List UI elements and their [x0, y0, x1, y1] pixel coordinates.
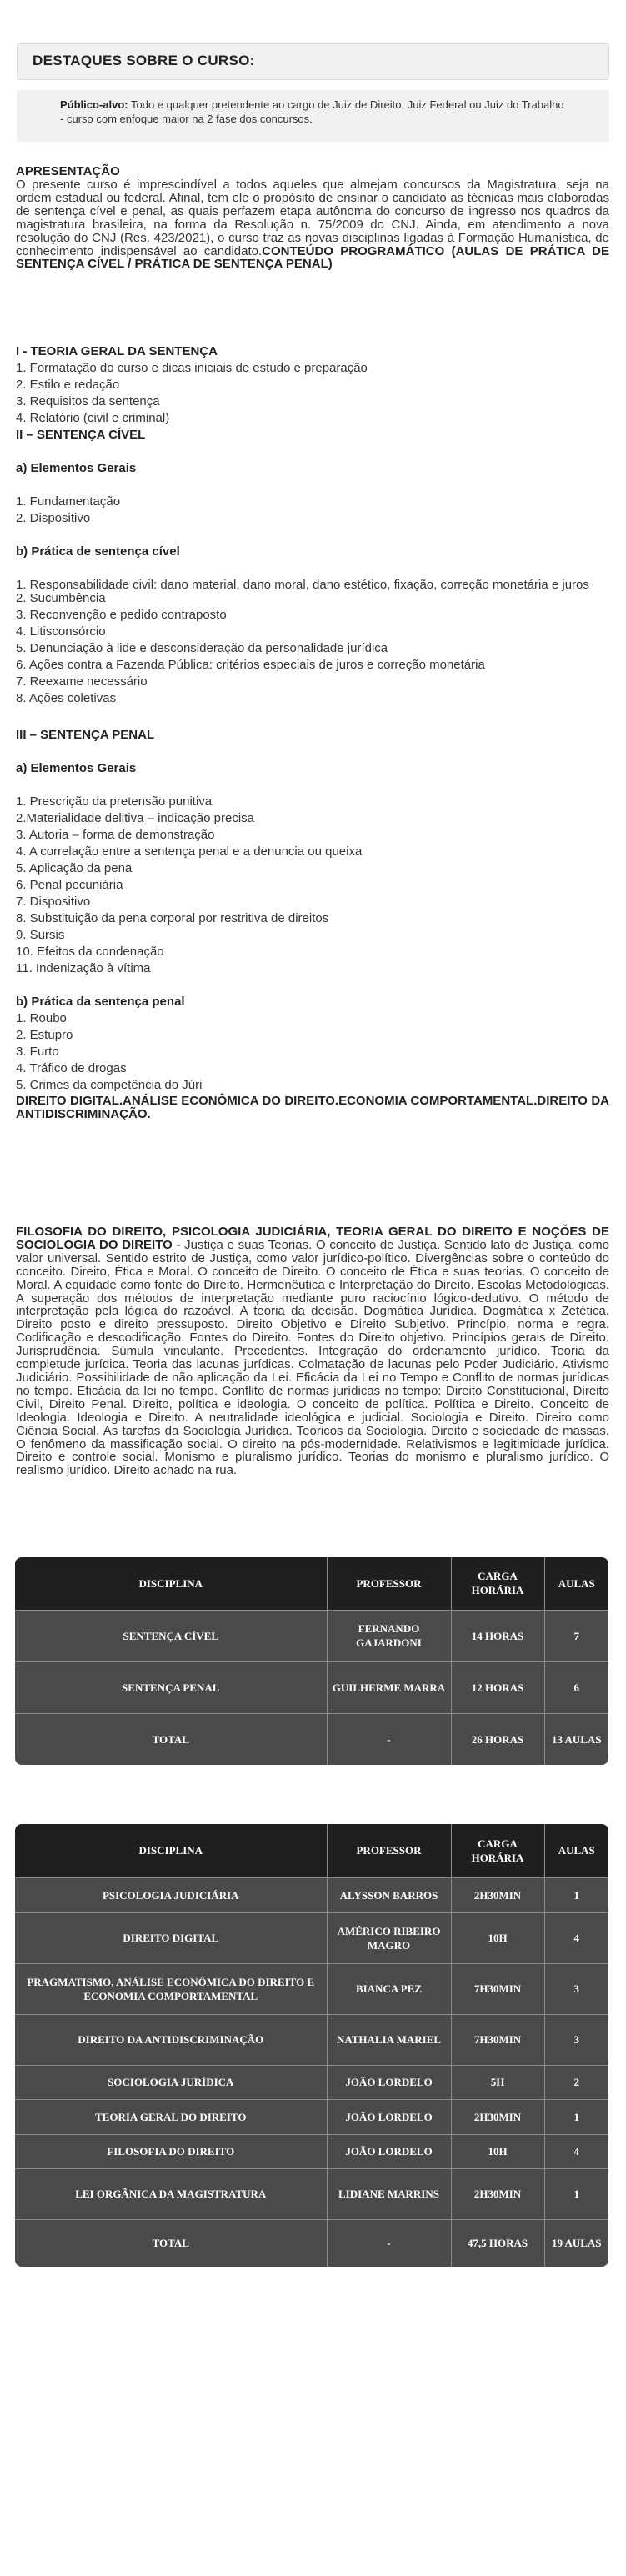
table-row	[15, 1912, 608, 1963]
list-item: 1. Responsabilidade civil: dano material, dano moral, dano estético, fixação, correção monetária e juros	[16, 578, 589, 592]
list-item: 1. Formatação do curso e dicas iniciais de estudo e preparação	[16, 361, 368, 375]
table-cell: 1	[544, 2099, 608, 2134]
table-cell: NATHALIA MARIEL	[327, 2014, 451, 2065]
philosophy-paragraph	[16, 1225, 609, 1477]
section-2-list-a	[16, 494, 609, 527]
column-header: DISCIPLINA	[15, 1824, 327, 1877]
table-row	[15, 2168, 608, 2219]
column-header: PROFESSOR	[327, 1824, 451, 1877]
section-3-sub-a: a) Elementos Gerais	[16, 761, 137, 775]
workload-table-1-wrapper	[15, 1557, 608, 1765]
philosophy-title: FILOSOFIA DO DIREITO, PSICOLOGIA JUDICIÁRIA, TEORIA GERAL DO DIREITO E NOÇÕES DE SOCIOLOGIA DO DIREITO	[16, 1225, 609, 1252]
column-header: PROFESSOR	[327, 1557, 451, 1610]
table-cell: 7	[544, 1610, 608, 1661]
table-cell: 3	[544, 1963, 608, 2014]
table-row	[15, 1963, 608, 2014]
table-total-row	[15, 2219, 608, 2267]
presentation-text: O presente curso é imprescindível a todos aqueles que almejam concursos da Magistratura, seja na ordem estadual ou federal. Afinal, tem ele o propósito de ensinar o candidato as técnicas mais elaboradas de sentença cível e penal, as quais perfazem etapa autônoma do concurso de ingresso nos quadros da magistratura brasileira, na forma da Resolução n. 75/2009 do CNJ. Ainda, em atendimento a nova resolução do CNJ (Res. 423/2021), o curso traz as novas disciplinas ligadas à Formação Humanística, de conhecimento indispensável ao candidato.	[16, 178, 609, 258]
philosophy-text: - Justiça e suas Teorias. O conceito de Justiça. Sentido lato de Justiça, como valor universal. Sentido estrito de Justiça, como valor jurídico-político. Divergências sobre o conteúdo do conceito. Direito, Ética e Moral. O conceito de Direito. O conceito de Ética e suas teorias. O conceito de Moral. A equidade como fonte do Direito. Hermenêutica e Interpretação do Direito. Escolas Metodológicas. A superação dos métodos de interpretação mediante puro raciocínio lógico-dedutivo. O método de interpretação pela lógica do razoável. A teoria da decisão. Dogmática Jurídica. Dogmática x Zetética. Direito posto e direito pressuposto. Direito Objetivo e Direito Subjetivo. Princípio, norma e regra. Codificação e descodificação. Fontes do Direito. Fontes do Direito objetivo. Princípios gerais de Direito. Jurisprudência. Súmula vinculante. Precedentes. Integração do ordenamento jurídico. Teoria da completude jurídica. Teoria das lacunas jurídicas. Colmatação de lacunas pelo Poder Judiciário. Ativismo Judiciário. Possibilidade de não aplicação da Lei. Eficácia da Lei no Tempo e Conflito de normas jurídicas no tempo. Eficácia da lei no tempo. Conflito de normas jurídicas no tempo: Direito Constitucional, Direito Civil, Direito Penal. Direito, política e ideologia. O conceito de política. Política e Direito. Conceito de Ideologia. Ideologia e Direito. A neutralidade ideológica e judicial. Sociologia e Direito. Direito como Ciência Social. As tarefas da Sociologia Jurídica. Teóricos da Sociologia. Direito e sociedade de massas. O fenômeno da massificação social. O direito na pós-modernidade. Relativismos e legitimidade jurídica. Direito e controle social. Monismo e pluralismo jurídico. Teorias do monismo e pluralismo jurídico. O realismo jurídico. Direito achado na rua.	[16, 1237, 609, 1478]
table-cell: LEI ORGÂNICA DA MAGISTRATURA	[15, 2168, 327, 2219]
table-cell: FILOSOFIA DO DIREITO	[15, 2134, 327, 2168]
table-row	[15, 1610, 608, 1661]
table-cell: 7H30MIN	[451, 2014, 544, 2065]
table-cell: 13 AULAS	[544, 1713, 608, 1765]
list-item: 5. Denunciação à lide e desconsideração da personalidade jurídica	[16, 641, 388, 655]
table-cell: 2H30MIN	[451, 2099, 544, 2134]
list-item: 4. A correlação entre a sentença penal e a denuncia ou queixa	[16, 844, 363, 859]
list-item: 8. Ações coletivas	[16, 691, 117, 705]
table-row	[15, 2134, 608, 2168]
table-total-row	[15, 1713, 608, 1765]
column-header: DISCIPLINA	[15, 1557, 327, 1610]
table-cell: JOÃO LORDELO	[327, 2099, 451, 2134]
table-row	[15, 2065, 608, 2099]
list-item: 5. Aplicação da pena	[16, 861, 133, 875]
list-item: 10. Efeitos da condenação	[16, 945, 164, 959]
table-cell: PRAGMATISMO, ANÁLISE ECONÔMICA DO DIREITO E ECONOMIA COMPORTAMENTAL	[15, 1963, 327, 2014]
section-3-title: III – SENTENÇA PENAL	[16, 728, 155, 742]
table-cell: 5H	[451, 2065, 544, 2099]
table-cell: 14 HORAS	[451, 1610, 544, 1661]
section-3-list-a	[16, 794, 609, 977]
table-cell: 1	[544, 2168, 608, 2219]
section-2-sub-b: b) Prática de sentença cível	[16, 544, 180, 559]
list-item: 2. Estilo e redação	[16, 378, 120, 392]
list-item: 2. Estupro	[16, 1028, 73, 1042]
list-item: 5. Crimes da competência do Júri	[16, 1078, 203, 1092]
table-cell: 4	[544, 1912, 608, 1963]
column-header: CARGA HORÁRIA	[451, 1824, 544, 1877]
section-3-sub-b: b) Prática da sentença penal	[16, 995, 185, 1009]
workload-table-2-wrapper	[15, 1824, 608, 2267]
table-cell: 12 HORAS	[451, 1661, 544, 1713]
column-header: CARGA HORÁRIA	[451, 1557, 544, 1610]
column-header: AULAS	[544, 1824, 608, 1877]
table-cell: JOÃO LORDELO	[327, 2065, 451, 2099]
table-cell: LIDIANE MARRINS	[327, 2168, 451, 2219]
list-item: 3. Furto	[16, 1045, 59, 1059]
table-cell: -	[327, 2219, 451, 2267]
table-cell: PSICOLOGIA JUDICIÁRIA	[15, 1877, 327, 1912]
table-cell: TOTAL	[15, 1713, 327, 1765]
list-item: 4. Tráfico de drogas	[16, 1061, 127, 1075]
list-item: 11. Indenização à vítima	[16, 961, 151, 975]
workload-table-1	[15, 1557, 608, 1765]
table-row	[15, 2099, 608, 2134]
table-cell: ALYSSON BARROS	[327, 1877, 451, 1912]
highlights-title: DESTAQUES SOBRE O CURSO:	[17, 43, 609, 80]
table-cell: 7H30MIN	[451, 1963, 544, 2014]
target-audience-box	[17, 90, 609, 142]
section-2-list-b	[16, 577, 609, 707]
table-row	[15, 1877, 608, 1912]
table-cell: 2H30MIN	[451, 2168, 544, 2219]
list-item: 2. Dispositivo	[16, 511, 91, 525]
table-row	[15, 1661, 608, 1713]
list-item: 7. Reexame necessário	[16, 674, 148, 689]
table-cell: -	[327, 1713, 451, 1765]
list-item: 6. Penal pecuniária	[16, 878, 123, 892]
target-audience-label: Público-alvo:	[60, 98, 128, 111]
list-item: 1. Roubo	[16, 1011, 67, 1025]
presentation-paragraph	[16, 178, 609, 271]
table-cell: 6	[544, 1661, 608, 1713]
table-cell: FERNANDO GAJARDONI	[327, 1610, 451, 1661]
section-1-list	[16, 360, 609, 427]
list-item: 4. Relatório (civil e criminal)	[16, 411, 170, 425]
table-cell: SENTENÇA CÍVEL	[15, 1610, 327, 1661]
list-item: 6. Ações contra a Fazenda Pública: critérios especiais de juros e correção monetária	[16, 658, 485, 672]
presentation-title: APRESENTAÇÃO	[16, 164, 120, 178]
table-row	[15, 2014, 608, 2065]
table-cell: DIREITO DIGITAL	[15, 1912, 327, 1963]
table-cell: TEORIA GERAL DO DIREITO	[15, 2099, 327, 2134]
column-header: AULAS	[544, 1557, 608, 1610]
table-cell: 2H30MIN	[451, 1877, 544, 1912]
table-cell: 1	[544, 1877, 608, 1912]
list-item: 2. Sucumbência	[16, 591, 106, 605]
table-cell: SOCIOLOGIA JURÍDICA	[15, 2065, 327, 2099]
table-cell: 2	[544, 2065, 608, 2099]
table-cell: SENTENÇA PENAL	[15, 1661, 327, 1713]
table-cell: DIREITO DA ANTIDISCRIMINAÇÃO	[15, 2014, 327, 2065]
digital-law-title: DIREITO DIGITAL.ANÁLISE ECONÔMICA DO DIREITO.ECONOMIA COMPORTAMENTAL.DIREITO DA ANTIDISCRIMINAÇÃO.	[16, 1094, 609, 1121]
table-cell: JOÃO LORDELO	[327, 2134, 451, 2168]
list-item: 2.Materialidade delitiva – indicação precisa	[16, 811, 254, 825]
list-item: 3. Autoria – forma de demonstração	[16, 828, 215, 842]
table-cell: 4	[544, 2134, 608, 2168]
list-item: 1. Prescrição da pretensão punitiva	[16, 794, 213, 809]
list-item: 9. Sursis	[16, 928, 65, 942]
list-item: 8. Substituição da pena corporal por restritiva de direitos	[16, 911, 329, 925]
workload-table-2	[15, 1824, 608, 2267]
table-cell: GUILHERME MARRA	[327, 1661, 451, 1713]
list-item: 1. Fundamentação	[16, 494, 121, 509]
table-cell: BIANCA PEZ	[327, 1963, 451, 2014]
table-cell: 10H	[451, 1912, 544, 1963]
section-2-sub-a: a) Elementos Gerais	[16, 461, 137, 475]
section-3-list-b	[16, 1010, 609, 1094]
list-item: 7. Dispositivo	[16, 895, 91, 909]
table-cell: AMÉRICO RIBEIRO MAGRO	[327, 1912, 451, 1963]
list-item: 3. Reconvenção e pedido contraposto	[16, 608, 227, 622]
list-item: 3. Requisitos da sentença	[16, 394, 160, 408]
table-cell: 10H	[451, 2134, 544, 2168]
content-title: CONTEÚDO PROGRAMÁTICO (AULAS DE PRÁTICA DE SENTENÇA CÍVEL / PRÁTICA DE SENTENÇA PENAL)	[16, 243, 609, 272]
table-cell: TOTAL	[15, 2219, 327, 2267]
section-2-title: II – SENTENÇA CÍVEL	[16, 428, 146, 442]
section-1-title: I - TEORIA GERAL DA SENTENÇA	[16, 344, 218, 358]
table-cell: 47,5 HORAS	[451, 2219, 544, 2267]
list-item: 4. Litisconsórcio	[16, 624, 106, 639]
table-cell: 3	[544, 2014, 608, 2065]
target-audience-text: Todo e qualquer pretendente ao cargo de Juiz de Direito, Juiz Federal ou Juiz do Trabalho - curso com enfoque maior na 2 fase dos concursos.	[60, 98, 564, 125]
table-cell: 19 AULAS	[544, 2219, 608, 2267]
table-cell: 26 HORAS	[451, 1713, 544, 1765]
